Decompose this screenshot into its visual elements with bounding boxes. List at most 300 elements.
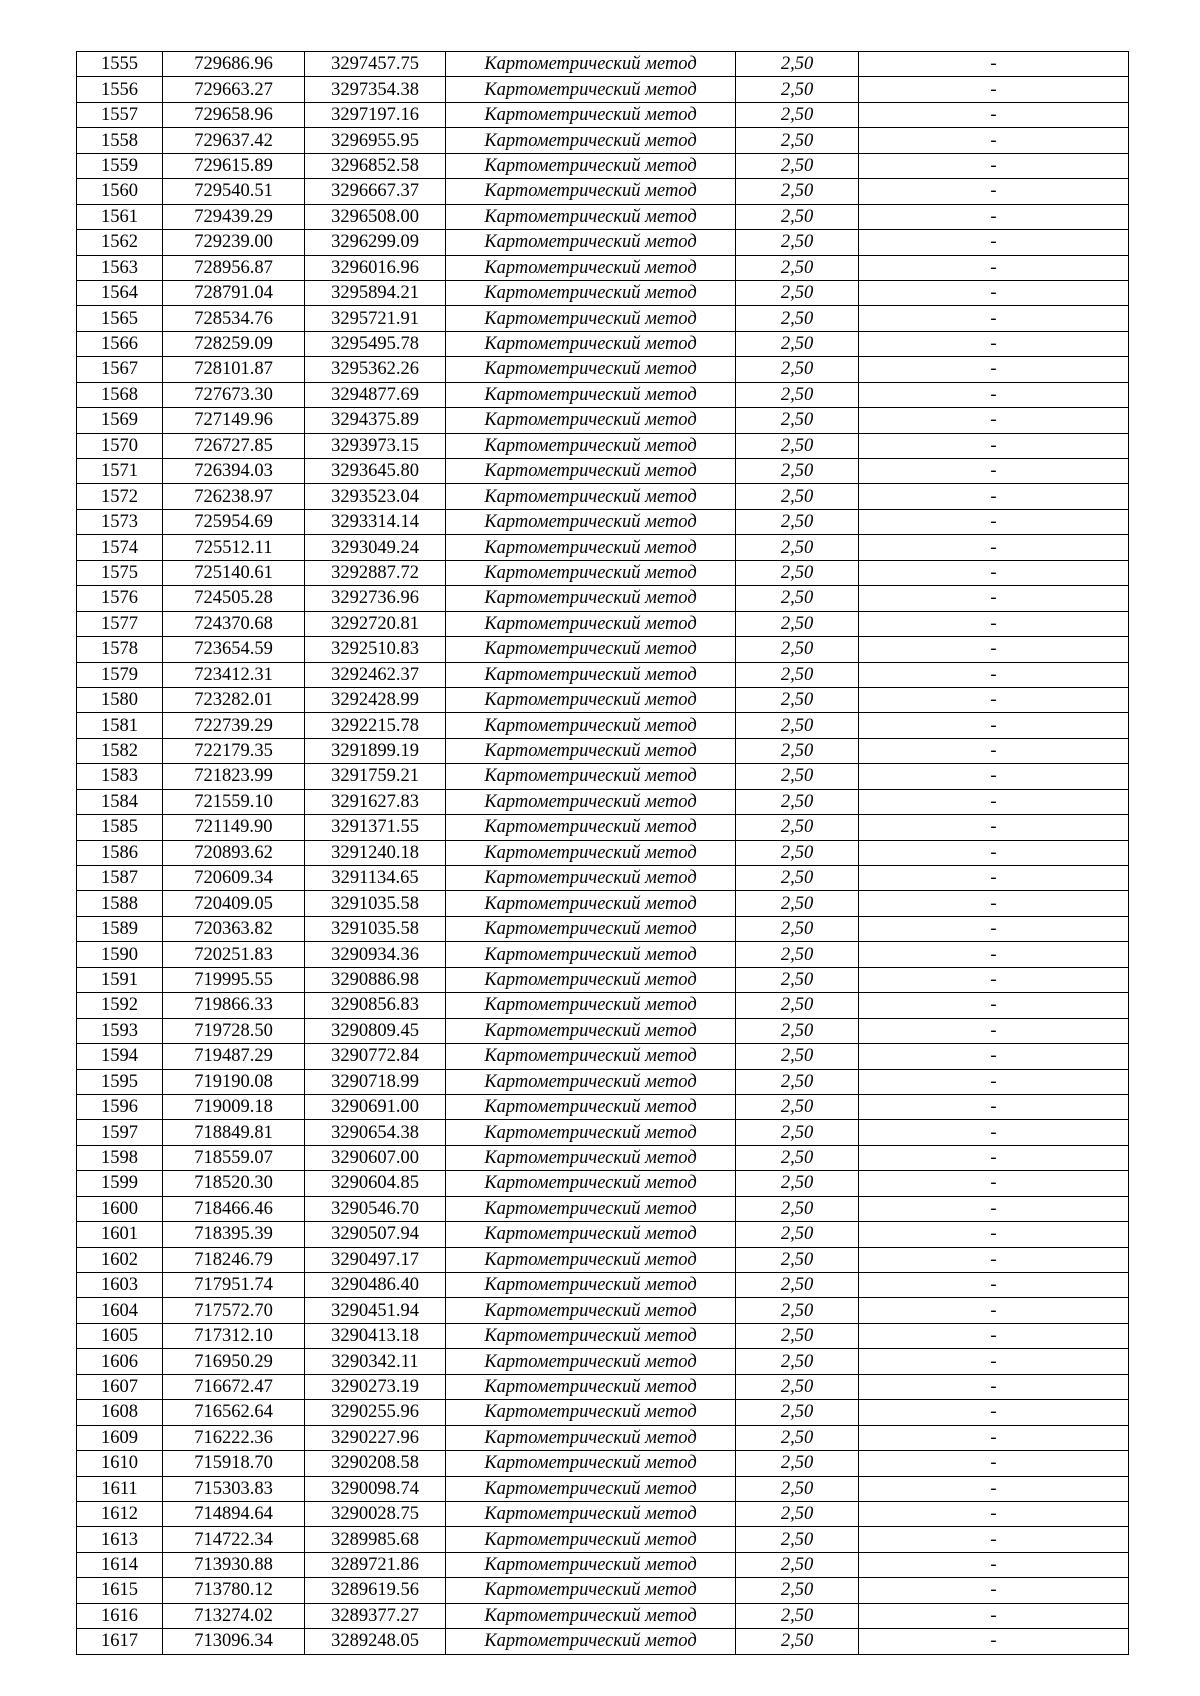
table-row: [77, 1603, 1129, 1628]
table-row: [77, 255, 1129, 280]
precision-cell: 2,50: [736, 967, 859, 992]
x-coordinate-cell: 726394.03: [163, 459, 305, 484]
table-row: [77, 637, 1129, 662]
method-cell: Картометрический метод: [446, 52, 736, 77]
precision-cell: 2,50: [736, 433, 859, 458]
note-cell: -: [859, 1476, 1129, 1501]
y-coordinate-cell: 3296016.96: [305, 255, 446, 280]
table-row: [77, 535, 1129, 560]
method-cell: Картометрический метод: [446, 1196, 736, 1221]
precision-cell: 2,50: [736, 509, 859, 534]
note-cell: -: [859, 967, 1129, 992]
x-coordinate-cell: 720409.05: [163, 891, 305, 916]
precision-cell: 2,50: [736, 1298, 859, 1323]
point-number-cell: 1574: [77, 535, 163, 560]
table-row: [77, 408, 1129, 433]
table-row: [77, 1247, 1129, 1272]
point-number-cell: 1605: [77, 1323, 163, 1348]
precision-cell: 2,50: [736, 738, 859, 763]
table-row: [77, 331, 1129, 356]
note-cell: -: [859, 1145, 1129, 1170]
y-coordinate-cell: 3289721.86: [305, 1552, 446, 1577]
note-cell: -: [859, 408, 1129, 433]
precision-cell: 2,50: [736, 77, 859, 102]
x-coordinate-cell: 724370.68: [163, 611, 305, 636]
method-cell: Картометрический метод: [446, 1425, 736, 1450]
precision-cell: 2,50: [736, 993, 859, 1018]
point-number-cell: 1617: [77, 1629, 163, 1654]
precision-cell: 2,50: [736, 1069, 859, 1094]
method-cell: Картометрический метод: [446, 815, 736, 840]
x-coordinate-cell: 719487.29: [163, 1044, 305, 1069]
x-coordinate-cell: 729540.51: [163, 179, 305, 204]
note-cell: -: [859, 459, 1129, 484]
point-number-cell: 1587: [77, 866, 163, 891]
table-row: [77, 1273, 1129, 1298]
x-coordinate-cell: 713780.12: [163, 1578, 305, 1603]
x-coordinate-cell: 727149.96: [163, 408, 305, 433]
y-coordinate-cell: 3290497.17: [305, 1247, 446, 1272]
x-coordinate-cell: 717572.70: [163, 1298, 305, 1323]
y-coordinate-cell: 3293645.80: [305, 459, 446, 484]
note-cell: -: [859, 357, 1129, 382]
method-cell: Картометрический метод: [446, 153, 736, 178]
method-cell: Картометрический метод: [446, 687, 736, 712]
precision-cell: 2,50: [736, 1527, 859, 1552]
note-cell: -: [859, 637, 1129, 662]
point-number-cell: 1561: [77, 204, 163, 229]
method-cell: Картометрический метод: [446, 1349, 736, 1374]
table-row: [77, 1451, 1129, 1476]
note-cell: -: [859, 815, 1129, 840]
precision-cell: 2,50: [736, 611, 859, 636]
method-cell: Картометрический метод: [446, 102, 736, 127]
precision-cell: 2,50: [736, 382, 859, 407]
precision-cell: 2,50: [736, 1374, 859, 1399]
point-number-cell: 1560: [77, 179, 163, 204]
table-row: [77, 840, 1129, 865]
note-cell: -: [859, 535, 1129, 560]
point-number-cell: 1592: [77, 993, 163, 1018]
point-number-cell: 1612: [77, 1501, 163, 1526]
x-coordinate-cell: 725954.69: [163, 509, 305, 534]
method-cell: Картометрический метод: [446, 535, 736, 560]
precision-cell: 2,50: [736, 1196, 859, 1221]
point-number-cell: 1577: [77, 611, 163, 636]
table-row: [77, 662, 1129, 687]
point-number-cell: 1607: [77, 1374, 163, 1399]
y-coordinate-cell: 3290886.98: [305, 967, 446, 992]
x-coordinate-cell: 719866.33: [163, 993, 305, 1018]
y-coordinate-cell: 3289985.68: [305, 1527, 446, 1552]
note-cell: -: [859, 1069, 1129, 1094]
table-row: [77, 1171, 1129, 1196]
x-coordinate-cell: 728956.87: [163, 255, 305, 280]
note-cell: -: [859, 230, 1129, 255]
table-row: [77, 382, 1129, 407]
x-coordinate-cell: 728259.09: [163, 331, 305, 356]
method-cell: Картометрический метод: [446, 1323, 736, 1348]
y-coordinate-cell: 3293973.15: [305, 433, 446, 458]
method-cell: Картометрический метод: [446, 1527, 736, 1552]
y-coordinate-cell: 3292887.72: [305, 560, 446, 585]
x-coordinate-cell: 728791.04: [163, 280, 305, 305]
y-coordinate-cell: 3296667.37: [305, 179, 446, 204]
method-cell: Картометрический метод: [446, 1222, 736, 1247]
precision-cell: 2,50: [736, 1094, 859, 1119]
note-cell: -: [859, 1323, 1129, 1348]
note-cell: -: [859, 611, 1129, 636]
precision-cell: 2,50: [736, 586, 859, 611]
y-coordinate-cell: 3291899.19: [305, 738, 446, 763]
x-coordinate-cell: 718246.79: [163, 1247, 305, 1272]
point-number-cell: 1602: [77, 1247, 163, 1272]
note-cell: -: [859, 1273, 1129, 1298]
note-cell: -: [859, 331, 1129, 356]
method-cell: Картометрический метод: [446, 255, 736, 280]
point-number-cell: 1600: [77, 1196, 163, 1221]
method-cell: Картометрический метод: [446, 306, 736, 331]
precision-cell: 2,50: [736, 840, 859, 865]
point-number-cell: 1558: [77, 128, 163, 153]
y-coordinate-cell: 3289619.56: [305, 1578, 446, 1603]
note-cell: -: [859, 52, 1129, 77]
method-cell: Картометрический метод: [446, 1247, 736, 1272]
note-cell: -: [859, 1451, 1129, 1476]
y-coordinate-cell: 3291759.21: [305, 764, 446, 789]
x-coordinate-cell: 715918.70: [163, 1451, 305, 1476]
x-coordinate-cell: 729686.96: [163, 52, 305, 77]
x-coordinate-cell: 714894.64: [163, 1501, 305, 1526]
precision-cell: 2,50: [736, 179, 859, 204]
table-row: [77, 459, 1129, 484]
point-number-cell: 1595: [77, 1069, 163, 1094]
note-cell: -: [859, 764, 1129, 789]
y-coordinate-cell: 3290028.75: [305, 1501, 446, 1526]
point-number-cell: 1572: [77, 484, 163, 509]
table-row: [77, 713, 1129, 738]
point-number-cell: 1591: [77, 967, 163, 992]
y-coordinate-cell: 3291134.65: [305, 866, 446, 891]
method-cell: Картометрический метод: [446, 433, 736, 458]
table-row: [77, 179, 1129, 204]
precision-cell: 2,50: [736, 331, 859, 356]
x-coordinate-cell: 716672.47: [163, 1374, 305, 1399]
precision-cell: 2,50: [736, 1425, 859, 1450]
precision-cell: 2,50: [736, 662, 859, 687]
point-number-cell: 1556: [77, 77, 163, 102]
precision-cell: 2,50: [736, 255, 859, 280]
y-coordinate-cell: 3290486.40: [305, 1273, 446, 1298]
point-number-cell: 1613: [77, 1527, 163, 1552]
table-row: [77, 1094, 1129, 1119]
method-cell: Картометрический метод: [446, 662, 736, 687]
method-cell: Картометрический метод: [446, 484, 736, 509]
method-cell: Картометрический метод: [446, 357, 736, 382]
note-cell: -: [859, 993, 1129, 1018]
point-number-cell: 1567: [77, 357, 163, 382]
point-number-cell: 1562: [77, 230, 163, 255]
precision-cell: 2,50: [736, 1120, 859, 1145]
note-cell: -: [859, 1120, 1129, 1145]
point-number-cell: 1563: [77, 255, 163, 280]
note-cell: -: [859, 687, 1129, 712]
method-cell: Картометрический метод: [446, 1171, 736, 1196]
note-cell: -: [859, 179, 1129, 204]
table-row: [77, 993, 1129, 1018]
point-number-cell: 1559: [77, 153, 163, 178]
method-cell: Картометрический метод: [446, 866, 736, 891]
x-coordinate-cell: 716950.29: [163, 1349, 305, 1374]
table-row: [77, 509, 1129, 534]
note-cell: -: [859, 128, 1129, 153]
point-number-cell: 1614: [77, 1552, 163, 1577]
note-cell: -: [859, 1094, 1129, 1119]
precision-cell: 2,50: [736, 1501, 859, 1526]
precision-cell: 2,50: [736, 357, 859, 382]
method-cell: Картометрический метод: [446, 1298, 736, 1323]
method-cell: Картометрический метод: [446, 993, 736, 1018]
table-row: [77, 52, 1129, 77]
table-row: [77, 280, 1129, 305]
precision-cell: 2,50: [736, 687, 859, 712]
table-row: [77, 1501, 1129, 1526]
point-number-cell: 1603: [77, 1273, 163, 1298]
point-number-cell: 1582: [77, 738, 163, 763]
x-coordinate-cell: 722179.35: [163, 738, 305, 763]
table-row: [77, 866, 1129, 891]
note-cell: -: [859, 1425, 1129, 1450]
precision-cell: 2,50: [736, 942, 859, 967]
x-coordinate-cell: 728534.76: [163, 306, 305, 331]
table-row: [77, 1578, 1129, 1603]
note-cell: -: [859, 1044, 1129, 1069]
x-coordinate-cell: 725140.61: [163, 560, 305, 585]
x-coordinate-cell: 720251.83: [163, 942, 305, 967]
table-row: [77, 815, 1129, 840]
x-coordinate-cell: 720363.82: [163, 916, 305, 941]
x-coordinate-cell: 719995.55: [163, 967, 305, 992]
table-row: [77, 1374, 1129, 1399]
x-coordinate-cell: 723282.01: [163, 687, 305, 712]
method-cell: Картометрический метод: [446, 916, 736, 941]
table-row: [77, 967, 1129, 992]
table-row: [77, 1298, 1129, 1323]
note-cell: -: [859, 1374, 1129, 1399]
x-coordinate-cell: 713930.88: [163, 1552, 305, 1577]
x-coordinate-cell: 717951.74: [163, 1273, 305, 1298]
note-cell: -: [859, 840, 1129, 865]
precision-cell: 2,50: [736, 230, 859, 255]
table-row: [77, 102, 1129, 127]
point-number-cell: 1611: [77, 1476, 163, 1501]
method-cell: Картометрический метод: [446, 713, 736, 738]
note-cell: -: [859, 1298, 1129, 1323]
method-cell: Картометрический метод: [446, 1578, 736, 1603]
table-row: [77, 153, 1129, 178]
point-number-cell: 1596: [77, 1094, 163, 1119]
table-row: [77, 484, 1129, 509]
method-cell: Картометрический метод: [446, 1552, 736, 1577]
x-coordinate-cell: 722739.29: [163, 713, 305, 738]
note-cell: -: [859, 280, 1129, 305]
point-number-cell: 1575: [77, 560, 163, 585]
note-cell: -: [859, 789, 1129, 814]
y-coordinate-cell: 3294375.89: [305, 408, 446, 433]
method-cell: Картометрический метод: [446, 509, 736, 534]
x-coordinate-cell: 727673.30: [163, 382, 305, 407]
point-number-cell: 1616: [77, 1603, 163, 1628]
point-number-cell: 1583: [77, 764, 163, 789]
point-number-cell: 1578: [77, 637, 163, 662]
precision-cell: 2,50: [736, 484, 859, 509]
note-cell: -: [859, 433, 1129, 458]
precision-cell: 2,50: [736, 1603, 859, 1628]
y-coordinate-cell: 3290227.96: [305, 1425, 446, 1450]
method-cell: Картометрический метод: [446, 1476, 736, 1501]
note-cell: -: [859, 891, 1129, 916]
method-cell: Картометрический метод: [446, 637, 736, 662]
table-row: [77, 789, 1129, 814]
precision-cell: 2,50: [736, 1273, 859, 1298]
point-number-cell: 1565: [77, 306, 163, 331]
method-cell: Картометрический метод: [446, 891, 736, 916]
method-cell: Картометрический метод: [446, 942, 736, 967]
precision-cell: 2,50: [736, 1349, 859, 1374]
y-coordinate-cell: 3290255.96: [305, 1400, 446, 1425]
table-row: [77, 916, 1129, 941]
point-number-cell: 1608: [77, 1400, 163, 1425]
x-coordinate-cell: 718849.81: [163, 1120, 305, 1145]
precision-cell: 2,50: [736, 153, 859, 178]
x-coordinate-cell: 721149.90: [163, 815, 305, 840]
method-cell: Картометрический метод: [446, 1044, 736, 1069]
note-cell: -: [859, 102, 1129, 127]
note-cell: -: [859, 586, 1129, 611]
y-coordinate-cell: 3290856.83: [305, 993, 446, 1018]
note-cell: -: [859, 713, 1129, 738]
table-row: [77, 1476, 1129, 1501]
point-number-cell: 1589: [77, 916, 163, 941]
note-cell: -: [859, 738, 1129, 763]
table-row: [77, 560, 1129, 585]
x-coordinate-cell: 723654.59: [163, 637, 305, 662]
y-coordinate-cell: 3290718.99: [305, 1069, 446, 1094]
x-coordinate-cell: 719190.08: [163, 1069, 305, 1094]
point-number-cell: 1579: [77, 662, 163, 687]
point-number-cell: 1609: [77, 1425, 163, 1450]
precision-cell: 2,50: [736, 891, 859, 916]
precision-cell: 2,50: [736, 1044, 859, 1069]
precision-cell: 2,50: [736, 1629, 859, 1654]
note-cell: -: [859, 1222, 1129, 1247]
method-cell: Картометрический метод: [446, 1374, 736, 1399]
x-coordinate-cell: 718520.30: [163, 1171, 305, 1196]
x-coordinate-cell: 729658.96: [163, 102, 305, 127]
note-cell: -: [859, 1527, 1129, 1552]
x-coordinate-cell: 729439.29: [163, 204, 305, 229]
method-cell: Картометрический метод: [446, 230, 736, 255]
point-number-cell: 1610: [77, 1451, 163, 1476]
point-number-cell: 1604: [77, 1298, 163, 1323]
y-coordinate-cell: 3290607.00: [305, 1145, 446, 1170]
method-cell: Картометрический метод: [446, 1069, 736, 1094]
y-coordinate-cell: 3290413.18: [305, 1323, 446, 1348]
y-coordinate-cell: 3296955.95: [305, 128, 446, 153]
y-coordinate-cell: 3292428.99: [305, 687, 446, 712]
precision-cell: 2,50: [736, 1400, 859, 1425]
note-cell: -: [859, 916, 1129, 941]
x-coordinate-cell: 723412.31: [163, 662, 305, 687]
x-coordinate-cell: 729239.00: [163, 230, 305, 255]
y-coordinate-cell: 3291035.58: [305, 891, 446, 916]
point-number-cell: 1571: [77, 459, 163, 484]
y-coordinate-cell: 3296852.58: [305, 153, 446, 178]
point-number-cell: 1576: [77, 586, 163, 611]
method-cell: Картометрический метод: [446, 1629, 736, 1654]
y-coordinate-cell: 3297197.16: [305, 102, 446, 127]
y-coordinate-cell: 3289377.27: [305, 1603, 446, 1628]
table-row: [77, 1145, 1129, 1170]
table-row: [77, 586, 1129, 611]
precision-cell: 2,50: [736, 713, 859, 738]
point-number-cell: 1606: [77, 1349, 163, 1374]
table-row: [77, 764, 1129, 789]
y-coordinate-cell: 3293314.14: [305, 509, 446, 534]
x-coordinate-cell: 729663.27: [163, 77, 305, 102]
y-coordinate-cell: 3295362.26: [305, 357, 446, 382]
method-cell: Картометрический метод: [446, 408, 736, 433]
table-row: [77, 1018, 1129, 1043]
method-cell: Картометрический метод: [446, 204, 736, 229]
precision-cell: 2,50: [736, 408, 859, 433]
method-cell: Картометрический метод: [446, 560, 736, 585]
method-cell: Картометрический метод: [446, 1120, 736, 1145]
coordinates-table: [76, 51, 1129, 1655]
table-row: [77, 1069, 1129, 1094]
method-cell: Картометрический метод: [446, 1501, 736, 1526]
table-row: [77, 1527, 1129, 1552]
precision-cell: 2,50: [736, 789, 859, 814]
method-cell: Картометрический метод: [446, 1094, 736, 1119]
note-cell: -: [859, 255, 1129, 280]
method-cell: Картометрический метод: [446, 611, 736, 636]
y-coordinate-cell: 3295894.21: [305, 280, 446, 305]
method-cell: Картометрический метод: [446, 77, 736, 102]
x-coordinate-cell: 716222.36: [163, 1425, 305, 1450]
point-number-cell: 1580: [77, 687, 163, 712]
y-coordinate-cell: 3296299.09: [305, 230, 446, 255]
x-coordinate-cell: 721823.99: [163, 764, 305, 789]
table-row: [77, 1629, 1129, 1654]
table-row: [77, 1044, 1129, 1069]
method-cell: Картометрический метод: [446, 789, 736, 814]
note-cell: -: [859, 306, 1129, 331]
y-coordinate-cell: 3290098.74: [305, 1476, 446, 1501]
method-cell: Картометрический метод: [446, 179, 736, 204]
x-coordinate-cell: 720609.34: [163, 866, 305, 891]
point-number-cell: 1555: [77, 52, 163, 77]
y-coordinate-cell: 3293049.24: [305, 535, 446, 560]
table-row: [77, 1349, 1129, 1374]
method-cell: Картометрический метод: [446, 128, 736, 153]
precision-cell: 2,50: [736, 1247, 859, 1272]
y-coordinate-cell: 3290934.36: [305, 942, 446, 967]
y-coordinate-cell: 3295495.78: [305, 331, 446, 356]
method-cell: Картометрический метод: [446, 967, 736, 992]
note-cell: -: [859, 484, 1129, 509]
note-cell: -: [859, 942, 1129, 967]
